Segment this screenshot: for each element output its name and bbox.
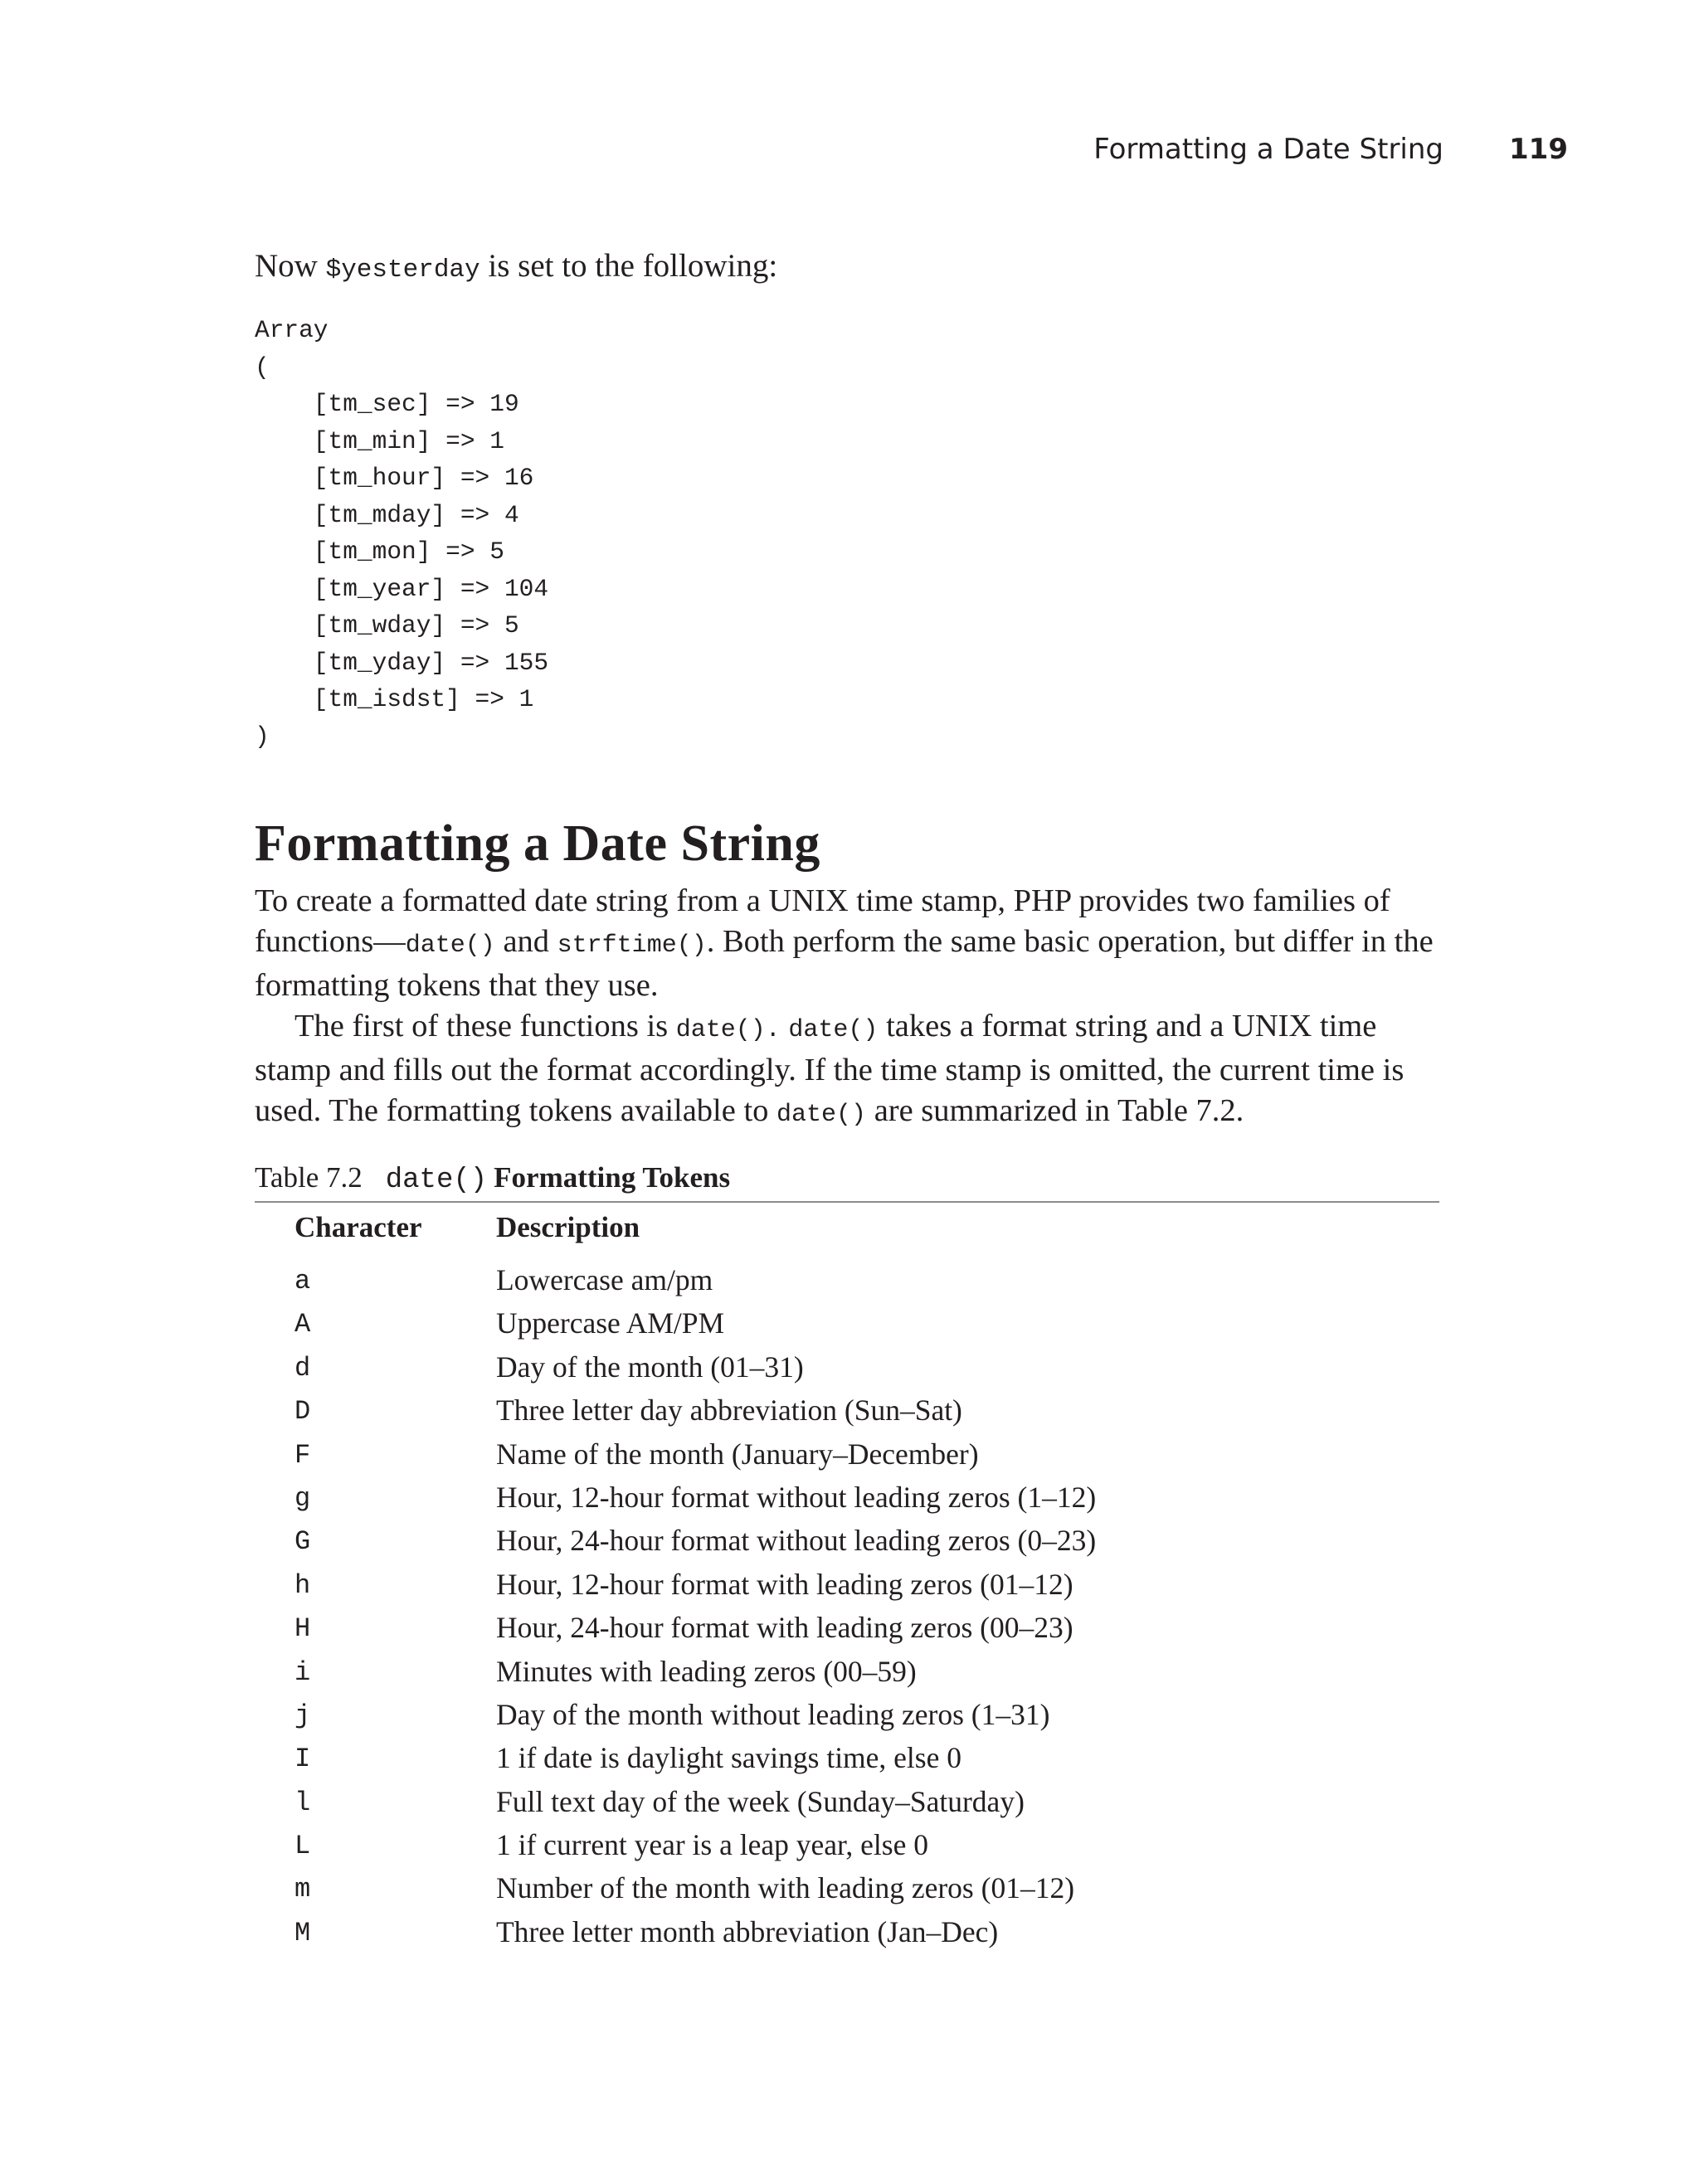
table-row [0, 1784, 1699, 1827]
description-cell: Hour, 12-hour format with leading zeros (01–12) [496, 1567, 1073, 1601]
token-cell: h [295, 1569, 311, 1601]
token-cell: M [295, 1917, 311, 1948]
inline-code: date() [776, 1100, 867, 1129]
description-cell: Hour, 12-hour format without leading zeros (1–12) [496, 1480, 1097, 1514]
code-line: [tm_yday] => 155 [255, 648, 549, 677]
token-cell: D [295, 1396, 311, 1428]
table-top-rule [255, 1201, 1439, 1203]
running-head-title: Formatting a Date String [1093, 133, 1443, 166]
table-row [0, 1306, 1699, 1349]
paragraph-2 [255, 1006, 1439, 1136]
code-line: [tm_mon] => 5 [255, 537, 504, 566]
table-row [0, 1350, 1699, 1393]
description-cell: Three letter day abbreviation (Sun–Sat) [496, 1394, 962, 1428]
table-row [0, 1567, 1699, 1610]
page-number: 119 [1509, 133, 1568, 166]
token-cell: H [295, 1613, 311, 1645]
token-cell: I [295, 1744, 311, 1775]
paragraph-text: and [494, 923, 557, 959]
paragraph-text: The first of these functions is [295, 1008, 676, 1043]
code-line: ( [255, 353, 270, 382]
paragraph-text: are summarized in Table 7.2. [866, 1092, 1244, 1128]
table-title: Formatting Tokens [494, 1161, 731, 1194]
table-caption [255, 1161, 730, 1196]
intro-variable: $yesterday [325, 255, 480, 285]
running-head [1093, 133, 1568, 173]
table-body [0, 1262, 1699, 1958]
description-cell: Lowercase am/pm [496, 1263, 713, 1296]
inline-code: strftime() [557, 931, 707, 960]
token-cell: m [295, 1874, 311, 1905]
code-line: [tm_hour] => 16 [255, 464, 534, 492]
intro-sentence [255, 247, 777, 285]
code-listing [255, 312, 548, 755]
table-row [0, 1480, 1699, 1523]
column-header-description: Description [496, 1211, 640, 1243]
token-cell: l [295, 1787, 311, 1818]
column-header-character: Character [295, 1211, 422, 1243]
code-line: Array [255, 316, 329, 344]
section-body [255, 881, 1439, 1135]
table-label: Table 7.2 [255, 1161, 363, 1194]
description-cell: Three letter month abbreviation (Jan–Dec) [496, 1914, 999, 1948]
code-line: [tm_min] => 1 [255, 426, 504, 455]
intro-text-before: Now [255, 248, 326, 284]
description-cell: Number of the month with leading zeros (01–12) [496, 1871, 1075, 1905]
token-cell: G [295, 1526, 311, 1558]
description-cell: Hour, 24-hour format with leading zeros (00–23) [496, 1611, 1073, 1645]
description-cell: Full text day of the week (Sunday–Saturday) [496, 1784, 1025, 1818]
paragraph-text: To create a formatted date string from a UNIX time stamp, PHP provides two families of functions— [255, 883, 1390, 959]
description-cell: 1 if date is daylight savings time, else 0 [496, 1741, 961, 1775]
table-row [0, 1437, 1699, 1480]
table-row [0, 1654, 1699, 1697]
description-cell: Uppercase AM/PM [496, 1306, 725, 1340]
section-heading: Formatting a Date String [255, 815, 820, 872]
paragraph-text: takes a format string and a UNIX time stamp and fills out the format accordingly. If the time stamp is omitted, the current time is used. The formatting tokens available to [255, 1008, 1404, 1128]
table-row [0, 1393, 1699, 1436]
code-line: [tm_wday] => 5 [255, 611, 519, 640]
table-row [0, 1697, 1699, 1740]
description-cell: Name of the month (January–December) [496, 1437, 979, 1471]
paragraph-text [781, 1009, 789, 1043]
table-row [0, 1827, 1699, 1870]
token-cell: g [295, 1482, 311, 1514]
code-line: [tm_mday] => 4 [255, 500, 519, 529]
paragraph-1 [255, 881, 1439, 1006]
code-line: [tm_isdst] => 1 [255, 685, 534, 713]
table-row [0, 1610, 1699, 1653]
token-cell: j [295, 1700, 311, 1731]
paragraph-text: . Both perform the same basic operation, but differ in the formatting tokens that they use. [255, 923, 1434, 1003]
token-cell: i [295, 1656, 311, 1688]
description-cell: Hour, 24-hour format without leading zeros (0–23) [496, 1524, 1097, 1558]
table-row [0, 1740, 1699, 1783]
description-cell: Day of the month (01–31) [496, 1350, 804, 1384]
inline-code: date() [405, 931, 495, 960]
token-cell: A [295, 1309, 311, 1340]
intro-text-after: is set to the following: [480, 248, 778, 284]
table-row [0, 1870, 1699, 1914]
table-row [0, 1262, 1699, 1306]
inline-code: date(). [675, 1015, 781, 1044]
token-cell: a [295, 1266, 311, 1296]
table-row [0, 1914, 1699, 1958]
table-row [0, 1523, 1699, 1566]
code-line: [tm_year] => 104 [255, 574, 549, 603]
description-cell: Minutes with leading zeros (00–59) [496, 1654, 917, 1688]
description-cell: 1 if current year is a leap year, else 0 [496, 1828, 928, 1862]
token-cell: d [295, 1352, 311, 1384]
token-cell: L [295, 1831, 311, 1862]
code-line: ) [255, 722, 270, 751]
description-cell: Day of the month without leading zeros (1–31) [496, 1697, 1050, 1731]
token-cell: F [295, 1439, 311, 1471]
inline-code: date() [788, 1015, 879, 1044]
code-line: [tm_sec] => 19 [255, 390, 519, 418]
table-caption-code: date() [385, 1165, 488, 1196]
